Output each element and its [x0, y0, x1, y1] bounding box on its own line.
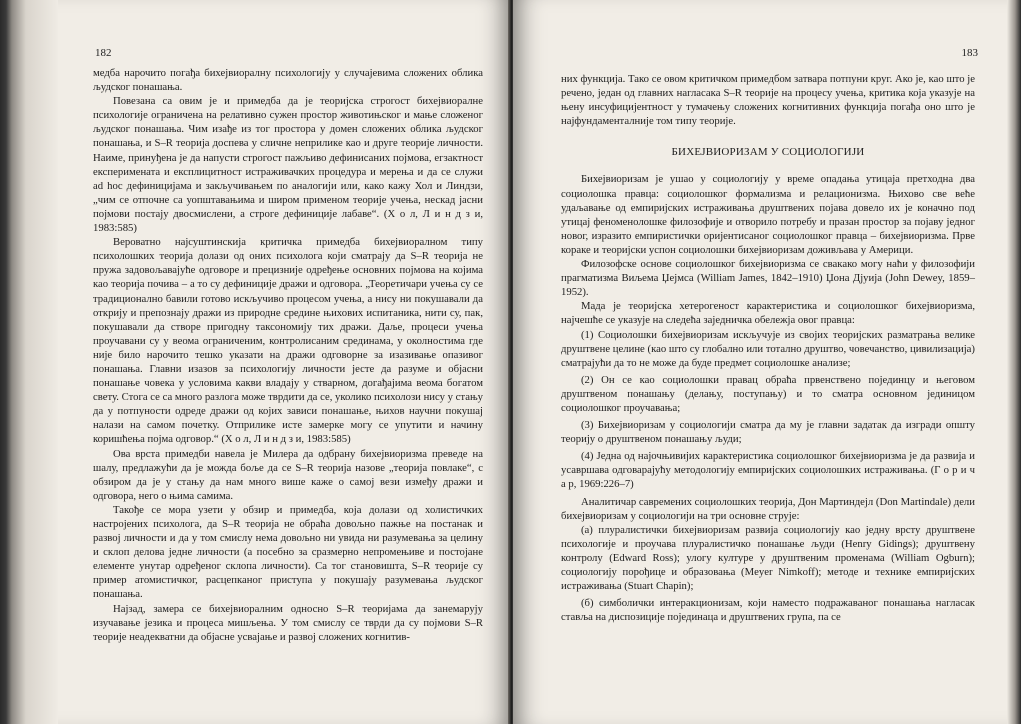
list-item: (3) Бихејвиоризам у социологији сматра да му је главни задатак да изгради општу теорију о друштвеном понашању људи; [561, 419, 975, 446]
paragraph: Мада је теоријска хетерогеност карактеристика и социолошког бихејвиоризма, најчешће се указује на следећа заједничка обележја овог правца: [561, 300, 975, 327]
list-item: (а) плуралистички бихејвиоризам развија социологију као једну врсту друштвене психологије и проучава плуралистичко понашање људи (Henry Gidings); друштвену контролу (Edward Ross); улогу културе у друштвеним променама (William Ogburn); социологију порођице и образовања (Meyer Nimkoff); методе и технике емпиријских истраживања (Stuart Chapin); [561, 523, 975, 593]
left-page [0, 0, 510, 724]
paragraph: Такође се мора узети у обзир и примедба, која долази од холистичких настројених психолога, да S–R теорија не обраћа довољно пажње на постанак и развој личности и да у том смислу нема довољно ни увида ни разумевања за целину и склоп делова једне личности (а посебно за сразмерно непромењиве и постојане елементе унутар одређеног склопа личности). Са тог становишта, S–R теорије су пример атомистичког, расцепканог приступа у покушају разумевања људског понашања. [93, 503, 483, 601]
section-heading: БИХЕЈВИОРИЗАМ У СОЦИОЛОГИЈИ [671, 146, 865, 159]
page-number: 182 [95, 47, 112, 59]
paragraph: Најзад, замера се бихејвиоралним односно S–R теоријама да занемарују изучавање језика и процеса мишљења. У том смислу се тврди да су појмови S–R теорије неадекватни да објасне усвајање и развој сложених когнитив- [93, 602, 483, 643]
right-page-body [561, 72, 975, 627]
list-item: (1) Социолошки бихејвиоризам искључује из својих теоријских разматрања велике друштвене целине (као што су глобално или тотално друштво, човечанство, цивилизација) сматрајући да то не може да буде предмет социолошке анализе; [561, 328, 975, 369]
paragraph: Аналитичар савремених социолошких теорија, Дон Мартиндејл (Don Martindale) дели бихејвиоризам у социологији на три основне струје: [561, 495, 975, 522]
paragraph: Повезана са овим је и примедба да је теоријска строгост бихејвиоралне психологије ограничена на релативно сужен простор животињског и мање сложеног људског понашања. Чим изађе из тог простора у домен сложених облика људског понашања, и S–R теорија доспева у сличне неприлике као и друге теорије личности. Наиме, принуђена је да напусти строгост пажљиво дефинисаних појмова, егзактност експеримената и експлицитност истраживачких процедура и мерења и да се служи ad hoc дефиницијама и закључивањем по аналогији или, како кажу Хол и Линдзи, „чим се отпочне са уопштавањима и широм применом теорије учења, нескад јасни појмови постају двосмислени, а строге дефиниције лабаве“. (Х о л, Л и н д з и, 1983:585) [93, 95, 483, 235]
left-page-body [93, 66, 483, 644]
paragraph: Вероватно најсуштинскија критичка примедба бихејвиоралном типу психолошких теорија долази од оних психолога који сматрају да S–R теорија не пружа задовољавајуће одговоре и прецизније одређење основних појмова на којима као теорија почива – а то су дефиниције дражи и одговора. „Теоретичари учења су се традиционално бавили готово искључиво процесом учења, а нису ни покушавали да открију и препознају дражи из природне средине њихових испитаника, нити су, пак, покушавали да створе пригодну таксономију тих дражи. Даље, процеси учења проучавани су у веома ограниченим, контролисаним срединама, у околностима где није било нарочито тешко указати на дражи одговорне за изазивање опазивог понашања. Главни изазов за психологију личности јесте да разуме и објасни понашање човека у условима какви владају у стварном, догађајима веома богатом свету. Стога се са много разлога може тврдити да се, уколико психолози нису у стању да у потпуности одреде дражи од којих зависи понашање, њихов научни покушај налази на самом почетку. Отприлике исте замерке могу се упутити и начину коришћења појма одговор.“ (Х о л, Л и н д з и, 1983:585) [93, 236, 484, 446]
list-item: (4) Једна од најочњивијих карактеристика социолошког бихејвиоризма је да развија и усавршава одговарајућу методологију емпиријских социолошких истраживања. (Г о р и ч а р, 1969:226–7) [561, 450, 975, 491]
right-page [513, 0, 1021, 724]
paragraph: Филозофске основе социолошког бихејвиоризма се свакако могу наћи у филозофији прагматизма Виљема Џејмса (William James, 1842–1910) Џона Дјуија (John Dewey, 1859–1952). [561, 258, 975, 299]
paragraph: медба нарочито погађа бихејвиоралну психологију у случајевима сложених облика људског понашања. [93, 67, 483, 94]
page-number: 183 [961, 47, 978, 59]
list-item: (б) симболички интеракционизам, који наместо подражаваног понашања нагласак ставља на диспозиције појединаца и друштвених група, па се [561, 597, 975, 624]
paragraph: Ова врста примедби навела је Милера да одбрану бихејвиоризма преведе на шалу, предлажући да је можда боље да се S–R теорија назове „теорија повлаке“, с обзиром да је у стању да нам много више каже о самој вези између дражи и одговора, него о њима самима. [93, 447, 483, 502]
list-item: (2) Он се као социолошки правац обраћа првенствено појединцу и његовом друштвеном понашању (делању, поступању) и то сматра основном јединицом социолошког проучавања; [561, 373, 975, 414]
paragraph: Бихејвиоризам је ушао у социологију у време опадања утицаја претходна два социолошка правца: социолошког формализма и релационизма. Њихово све веће удаљавање од емпиријских истраживања друштвених појава довело их је коначно под утицај феноменолошке филозофије и отворило потребу и празан простор за појаву једног новог, изразито емпиристички оријентисаног социолошког правца – бихејвиоризма. Прве кораке и теоријски успон социолошки бихејвиоризам доживљава у Америци. [561, 173, 975, 256]
paragraph: них функција. Тако се овом критичком примедбом затвара потпуни круг. Ако је, као што је речено, један од главних нагласака S–R теорије на процесу учења, критика која указује на њену инсуфицијентност у тумачењу сложених когнитивних функција погађа оно што је најфундаменталније том типу теорије. [561, 73, 975, 128]
